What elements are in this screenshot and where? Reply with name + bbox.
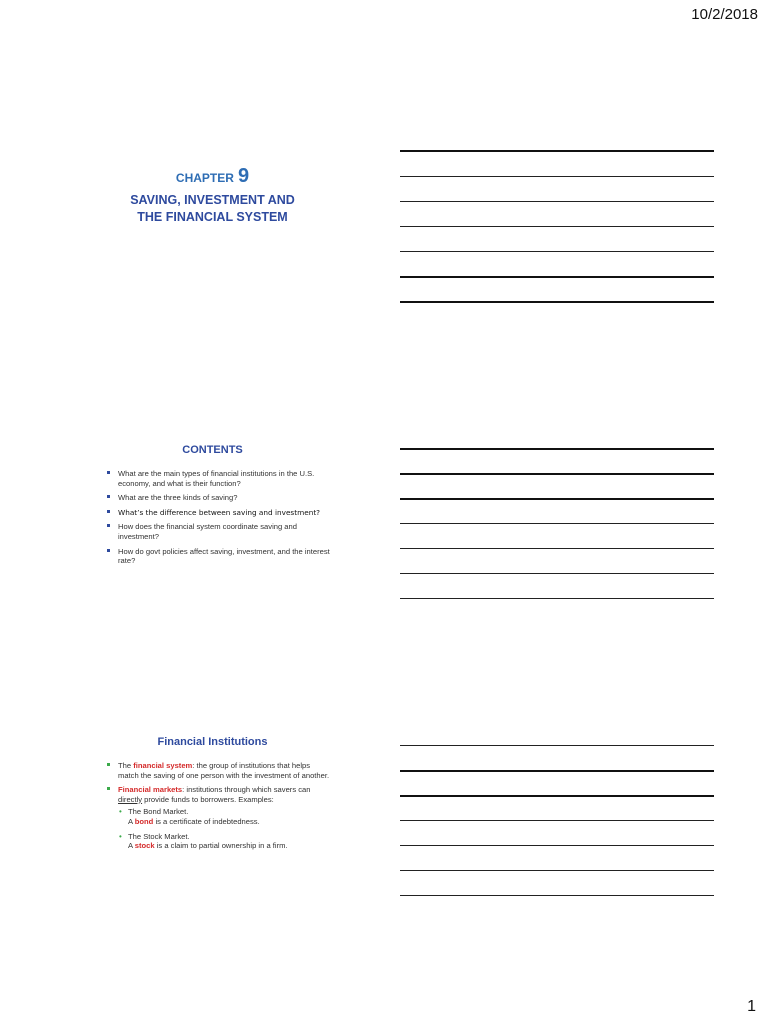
underlined-word: directly: [118, 794, 143, 804]
note-line: [400, 176, 714, 177]
note-line: [400, 895, 714, 896]
note-line: [400, 770, 714, 772]
list-item: • The Bond Market. A bond is a certificate of indebtedness.: [119, 807, 260, 826]
slide-contents: [95, 444, 330, 571]
note-line: [400, 276, 714, 278]
financial-institutions-heading: Financial Institutions: [157, 736, 268, 748]
contents-heading: CONTENTS: [182, 444, 243, 456]
list-item: Financial markets: institutions through which savers can directly provide funds to borrowers. Examples:: [95, 785, 330, 804]
bullet-marker: [107, 763, 110, 766]
note-line: [400, 251, 714, 252]
chapter-number: 9: [237, 165, 250, 187]
bullet-marker: [107, 510, 110, 513]
note-line: [400, 573, 714, 574]
note-line: [400, 795, 714, 797]
list-item: What are the three kinds of saving?: [95, 493, 330, 503]
bullet-marker: [107, 549, 110, 552]
sub-bullet-marker: •: [119, 831, 122, 841]
bullet-marker: [107, 524, 110, 527]
note-line: [400, 473, 714, 475]
term-financial-markets: Financial markets: [118, 785, 183, 795]
sub-bullet-marker: •: [119, 807, 122, 817]
note-line: [400, 448, 714, 450]
note-line: [400, 598, 714, 599]
bullet-marker: [107, 471, 110, 474]
page-date: 10/2/2018: [691, 6, 758, 23]
bullet-marker: [107, 495, 110, 498]
bullet-marker: [107, 787, 110, 790]
note-line: [400, 745, 714, 746]
note-line: [400, 845, 714, 846]
financial-markets-sublist: [95, 807, 330, 850]
financial-institutions-list: [95, 761, 330, 804]
note-line: [400, 870, 714, 871]
chapter-title: [95, 192, 330, 226]
note-line: [400, 548, 714, 549]
term-financial-system: financial system: [133, 761, 193, 770]
note-line: [400, 820, 714, 821]
list-item: What are the main types of financial institutions in the U.S. economy, and what is their function?: [95, 469, 330, 488]
contents-list: [95, 469, 330, 566]
slide-chapter-title: [95, 165, 330, 226]
list-item: The financial system: the group of institutions that helps match the saving of one person with the investment of another.: [95, 761, 330, 780]
term-stock: stock: [134, 841, 155, 851]
chapter-word: CHAPTER: [175, 171, 234, 185]
note-line: [400, 150, 714, 152]
note-line: [400, 523, 714, 524]
page-number: 1: [747, 998, 756, 1015]
note-line: [400, 498, 714, 500]
chapter-title-line-2: THE FINANCIAL SYSTEM: [137, 210, 288, 224]
chapter-title-line-1: SAVING, INVESTMENT AND: [130, 193, 295, 207]
note-line: [400, 301, 714, 303]
term-bond: bond: [134, 816, 154, 826]
list-item: What’s the difference between saving and investment?: [95, 508, 330, 518]
slide-financial-institutions: [95, 736, 330, 856]
list-item: How does the financial system coordinate saving and investment?: [95, 522, 330, 541]
list-item: How do govt policies affect saving, investment, and the interest rate?: [95, 547, 330, 566]
note-line: [400, 201, 714, 202]
chapter-heading: [95, 165, 330, 188]
list-item: • The Stock Market. A stock is a claim to partial ownership in a firm.: [119, 831, 288, 851]
note-line: [400, 226, 714, 227]
